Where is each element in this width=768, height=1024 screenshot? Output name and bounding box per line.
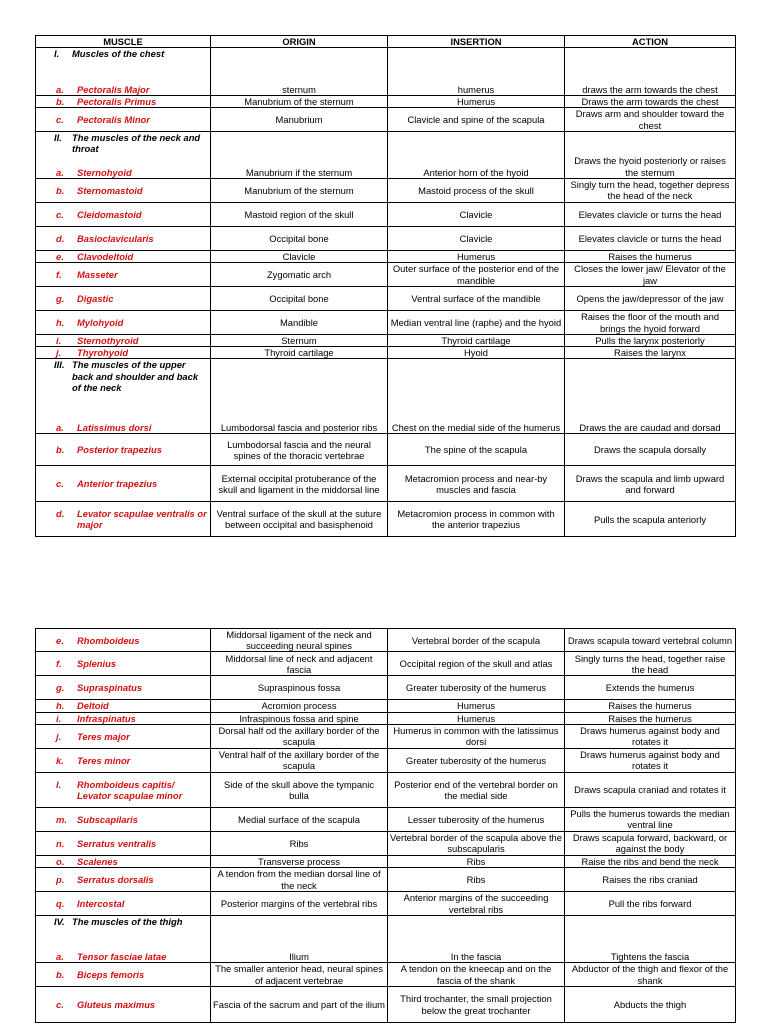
muscle-letter: d. bbox=[56, 232, 65, 244]
muscle-cell bbox=[36, 48, 211, 96]
muscle-name bbox=[38, 317, 208, 328]
origin-cell: Middorsal ligament of the neck and succeeding neural spines bbox=[211, 629, 388, 652]
section-row bbox=[36, 48, 736, 96]
origin-cell: Sternum bbox=[211, 335, 388, 347]
table-row bbox=[36, 178, 736, 202]
muscle-name-text: Anterior trapezius bbox=[77, 478, 158, 490]
insertion-cell: Ribs bbox=[388, 855, 565, 867]
action-cell: Draws the are caudad and dorsad bbox=[565, 359, 736, 434]
muscle-name-text: Thyrohyoid bbox=[77, 347, 129, 359]
header-origin: ORIGIN bbox=[211, 36, 388, 48]
table-header-row bbox=[36, 36, 736, 48]
origin-cell: Dorsal half od the axillary border of the scapula bbox=[211, 724, 388, 748]
action-cell: Draws humerus against body and rotates it bbox=[565, 724, 736, 748]
muscle-name-text: Infraspinatus bbox=[77, 712, 136, 724]
insertion-cell: Outer surface of the posterior end of the mandible bbox=[388, 263, 565, 287]
section-cell-content bbox=[38, 916, 208, 962]
muscle-name bbox=[38, 635, 208, 646]
muscle-cell bbox=[36, 963, 211, 987]
section-title: The muscles of the upper back and shoulder and back of the neck bbox=[72, 359, 199, 393]
table-row bbox=[36, 772, 736, 807]
muscle-cell bbox=[36, 712, 211, 724]
section-cell-content bbox=[38, 132, 208, 178]
muscle-cell bbox=[36, 748, 211, 772]
muscle-cell bbox=[36, 700, 211, 712]
action-cell: Pulls the scapula anteriorly bbox=[565, 502, 736, 537]
muscle-letter: b. bbox=[56, 184, 65, 196]
action-cell: Closes the lower jaw/ Elevator of the jaw bbox=[565, 263, 736, 287]
muscle-cell bbox=[36, 831, 211, 855]
table-body bbox=[36, 48, 736, 537]
table-row bbox=[36, 676, 736, 700]
muscle-letter: e. bbox=[56, 250, 64, 262]
muscle-name-text: Deltoid bbox=[77, 700, 109, 712]
table-row bbox=[36, 807, 736, 831]
section-heading bbox=[38, 916, 208, 927]
insertion-cell: Occipital region of the skull and atlas bbox=[388, 652, 565, 676]
muscle-name bbox=[38, 951, 208, 962]
origin-cell: Occipital bone bbox=[211, 226, 388, 250]
muscle-name bbox=[38, 96, 208, 107]
muscle-letter: f. bbox=[56, 268, 62, 280]
muscle-name bbox=[38, 233, 208, 244]
muscle-name-text: Posterior trapezius bbox=[77, 444, 162, 456]
muscle-name bbox=[38, 779, 208, 801]
origin-cell: Manubrium of the sternum bbox=[211, 96, 388, 108]
table-body bbox=[36, 629, 736, 1023]
muscle-letter: h. bbox=[56, 700, 65, 712]
table-row bbox=[36, 226, 736, 250]
insertion-cell: Hyoid bbox=[388, 347, 565, 359]
insertion-cell: Median ventral line (raphe) and the hyoid bbox=[388, 311, 565, 335]
section-title: The muscles of the thigh bbox=[72, 916, 183, 928]
action-cell: Tightens the fascia bbox=[565, 916, 736, 963]
table-row bbox=[36, 652, 736, 676]
muscle-cell bbox=[36, 202, 211, 226]
muscle-cell bbox=[36, 178, 211, 202]
origin-cell: A tendon from the median dorsal line of the neck bbox=[211, 868, 388, 892]
muscle-name bbox=[38, 335, 208, 346]
muscle-cell bbox=[36, 772, 211, 807]
muscle-cell bbox=[36, 96, 211, 108]
muscle-name-text: Subscapilaris bbox=[77, 813, 138, 825]
muscle-cell bbox=[36, 263, 211, 287]
muscle-name bbox=[38, 814, 208, 825]
muscle-name-text: Biceps femoris bbox=[77, 968, 145, 980]
muscle-cell bbox=[36, 855, 211, 867]
section-number: III. bbox=[54, 359, 65, 371]
origin-cell: Lumbodorsal fascia and posterior ribs bbox=[211, 359, 388, 434]
muscle-name-text: Clavodeltoid bbox=[77, 250, 134, 262]
origin-cell: Infraspinous fossa and spine bbox=[211, 712, 388, 724]
action-cell: draws the arm towards the chest bbox=[565, 48, 736, 96]
muscle-name-text: Masseter bbox=[77, 268, 118, 280]
muscle-cell bbox=[36, 987, 211, 1023]
insertion-cell: Clavicle bbox=[388, 226, 565, 250]
muscle-name-text: Mylohyoid bbox=[77, 316, 124, 328]
action-cell: Raises the ribs craniad bbox=[565, 868, 736, 892]
muscle-letter: i. bbox=[56, 335, 62, 347]
muscle-table-part-1 bbox=[35, 35, 736, 537]
table-row bbox=[36, 250, 736, 262]
origin-cell: Occipital bone bbox=[211, 287, 388, 311]
muscle-cell bbox=[36, 466, 211, 502]
origin-cell: Thyroid cartilage bbox=[211, 347, 388, 359]
muscle-name-text: Serratus dorsalis bbox=[77, 873, 154, 885]
muscle-cell bbox=[36, 226, 211, 250]
muscle-name-text: Pectoralis Minor bbox=[77, 114, 150, 125]
muscle-name bbox=[38, 478, 208, 489]
muscle-cell bbox=[36, 892, 211, 916]
muscle-letter: c. bbox=[56, 998, 64, 1010]
action-cell: Pulls the humerus towards the median ventral line bbox=[565, 807, 736, 831]
header-insertion: INSERTION bbox=[388, 36, 565, 48]
insertion-cell: A tendon on the kneecap and on the fascia of the shank bbox=[388, 963, 565, 987]
muscle-cell bbox=[36, 359, 211, 434]
muscle-letter: j. bbox=[56, 730, 62, 742]
action-cell: Draws the hyoid posteriorly or raises the sternum bbox=[565, 131, 736, 178]
header-muscle: MUSCLE bbox=[36, 36, 211, 48]
section-heading bbox=[38, 132, 208, 154]
muscle-letter: f. bbox=[56, 658, 62, 670]
muscle-name-text: Rhomboideus capitis/ Levator scapulae minor bbox=[77, 778, 183, 801]
muscle-name-text: Serratus ventralis bbox=[77, 837, 157, 849]
table-row bbox=[36, 831, 736, 855]
table-row bbox=[36, 629, 736, 652]
table-row bbox=[36, 96, 736, 108]
origin-cell: Supraspinous fossa bbox=[211, 676, 388, 700]
section-heading bbox=[38, 359, 208, 393]
origin-cell: Mandible bbox=[211, 311, 388, 335]
muscle-name-text: Splenius bbox=[77, 658, 117, 670]
action-cell: Pull the ribs forward bbox=[565, 892, 736, 916]
muscle-name bbox=[38, 347, 208, 358]
origin-cell: Zygomatic arch bbox=[211, 263, 388, 287]
muscle-name bbox=[38, 755, 208, 766]
muscle-name bbox=[38, 713, 208, 724]
muscle-name bbox=[38, 874, 208, 885]
origin-cell: Side of the skull above the tympanic bulla bbox=[211, 772, 388, 807]
table-row bbox=[36, 263, 736, 287]
muscle-letter: g. bbox=[56, 682, 65, 694]
muscle-cell bbox=[36, 724, 211, 748]
muscle-name-text: Gluteus maximus bbox=[77, 998, 156, 1010]
origin-cell: Medial surface of the scapula bbox=[211, 807, 388, 831]
muscle-letter: o. bbox=[56, 855, 65, 867]
section-heading bbox=[38, 48, 208, 59]
insertion-cell: Vertebral border of the scapula bbox=[388, 629, 565, 652]
muscle-cell bbox=[36, 652, 211, 676]
section-row bbox=[36, 131, 736, 178]
insertion-cell: Clavicle bbox=[388, 202, 565, 226]
muscle-name-text: Pectoralis Primus bbox=[77, 96, 157, 108]
section-title: Muscles of the chest bbox=[72, 48, 165, 60]
action-cell: Draws arm and shoulder toward the chest bbox=[565, 108, 736, 131]
origin-cell: Manubrium bbox=[211, 108, 388, 131]
muscle-name-text: Digastic bbox=[77, 292, 114, 304]
muscle-name-text: Intercostal bbox=[77, 897, 125, 909]
muscle-name bbox=[38, 731, 208, 742]
muscle-cell bbox=[36, 250, 211, 262]
muscle-name bbox=[38, 269, 208, 280]
action-cell: Elevates clavicle or turns the head bbox=[565, 226, 736, 250]
table-row bbox=[36, 108, 736, 131]
origin-cell: Lumbodorsal fascia and the neural spines of the thoracic vertebrae bbox=[211, 434, 388, 466]
section-number: I. bbox=[54, 48, 60, 60]
muscle-cell bbox=[36, 287, 211, 311]
muscle-cell bbox=[36, 131, 211, 178]
muscle-name bbox=[38, 999, 208, 1010]
table-row bbox=[36, 987, 736, 1023]
muscle-letter: a. bbox=[56, 166, 64, 178]
muscle-name-text: Basioclavicularis bbox=[77, 232, 154, 244]
origin-cell: sternum bbox=[211, 48, 388, 96]
insertion-cell: Chest on the medial side of the humerus bbox=[388, 359, 565, 434]
origin-cell: Acromion process bbox=[211, 700, 388, 712]
muscle-name bbox=[38, 251, 208, 262]
muscle-cell bbox=[36, 868, 211, 892]
action-cell: Raise the ribs and bend the neck bbox=[565, 855, 736, 867]
table-row bbox=[36, 311, 736, 335]
table-row bbox=[36, 748, 736, 772]
insertion-cell: Metacromion process and near-by muscles and fascia bbox=[388, 466, 565, 502]
origin-cell: The smaller anterior head, neural spines of adjacent vertebrae bbox=[211, 963, 388, 987]
muscle-name bbox=[38, 444, 208, 455]
muscle-name-text: Levator scapulae ventralis or major bbox=[77, 508, 207, 531]
insertion-cell: The spine of the scapula bbox=[388, 434, 565, 466]
muscle-letter: q. bbox=[56, 897, 65, 909]
muscle-name bbox=[38, 969, 208, 980]
action-cell: Draws humerus against body and rotates it bbox=[565, 748, 736, 772]
muscle-cell bbox=[36, 807, 211, 831]
muscle-letter: i. bbox=[56, 712, 62, 724]
insertion-cell: Third trochanter, the small projection below the great trochanter bbox=[388, 987, 565, 1023]
action-cell: Raises the floor of the mouth and brings the hyoid forward bbox=[565, 311, 736, 335]
origin-cell: Ventral surface of the skull at the suture between occipital and basisphenoid bbox=[211, 502, 388, 537]
muscle-letter: m. bbox=[56, 813, 67, 825]
muscle-letter: c. bbox=[56, 114, 64, 125]
section-cell-content bbox=[38, 48, 208, 95]
muscle-letter: e. bbox=[56, 634, 64, 646]
origin-cell: External occipital protuberance of the skull and ligament in the middorsal line bbox=[211, 466, 388, 502]
action-cell: Abductor of the thigh and flexor of the shank bbox=[565, 963, 736, 987]
section-number: IV. bbox=[54, 916, 65, 928]
origin-cell: Fascia of the sacrum and part of the ilium bbox=[211, 987, 388, 1023]
action-cell: Singly turn the head, together depress the head of the neck bbox=[565, 178, 736, 202]
action-cell: Opens the jaw/depressor of the jaw bbox=[565, 287, 736, 311]
insertion-cell: In the fascia bbox=[388, 916, 565, 963]
table-row bbox=[36, 963, 736, 987]
insertion-cell: Humerus bbox=[388, 700, 565, 712]
muscle-name-text: Sternothyroid bbox=[77, 335, 139, 347]
action-cell: Raises the humerus bbox=[565, 250, 736, 262]
table-row bbox=[36, 434, 736, 466]
muscle-cell bbox=[36, 434, 211, 466]
insertion-cell: Anterior horn of the hyoid bbox=[388, 131, 565, 178]
section-row bbox=[36, 916, 736, 963]
muscle-letter: a. bbox=[56, 84, 64, 95]
insertion-cell: Posterior end of the vertebral border on the medial side bbox=[388, 772, 565, 807]
insertion-cell: Ventral surface of the mandible bbox=[388, 287, 565, 311]
muscle-letter: h. bbox=[56, 316, 65, 328]
action-cell: Draws scapula craniad and rotates it bbox=[565, 772, 736, 807]
table-row bbox=[36, 868, 736, 892]
section-cell-content bbox=[38, 359, 208, 433]
action-cell: Draws scapula toward vertebral column bbox=[565, 629, 736, 652]
origin-cell: Mastoid region of the skull bbox=[211, 202, 388, 226]
action-cell: Draws scapula forward, backward, or against the body bbox=[565, 831, 736, 855]
table-row bbox=[36, 347, 736, 359]
table-row bbox=[36, 724, 736, 748]
muscle-letter: k. bbox=[56, 754, 64, 766]
origin-cell: Manubrium if the sternum bbox=[211, 131, 388, 178]
muscle-letter: p. bbox=[56, 873, 65, 885]
action-cell: Singly turns the head, together raise the head bbox=[565, 652, 736, 676]
muscle-name-text: Cleidomastoid bbox=[77, 208, 142, 220]
origin-cell: Manubrium of the sternum bbox=[211, 178, 388, 202]
muscle-letter: c. bbox=[56, 478, 64, 490]
section-number: II. bbox=[54, 131, 62, 143]
muscle-name-text: Scalenes bbox=[77, 855, 118, 867]
table-row bbox=[36, 700, 736, 712]
table-row bbox=[36, 287, 736, 311]
muscle-name-text: Teres major bbox=[77, 730, 130, 742]
muscle-name bbox=[38, 209, 208, 220]
insertion-cell: Greater tuberosity of the humerus bbox=[388, 676, 565, 700]
muscle-cell bbox=[36, 676, 211, 700]
muscle-name bbox=[38, 856, 208, 867]
muscle-letter: c. bbox=[56, 208, 64, 220]
muscle-name bbox=[38, 114, 208, 125]
origin-cell: Posterior margins of the vertebral ribs bbox=[211, 892, 388, 916]
origin-cell: Middorsal line of neck and adjacent fascia bbox=[211, 652, 388, 676]
table-row bbox=[36, 202, 736, 226]
muscle-cell bbox=[36, 108, 211, 131]
insertion-cell: Humerus bbox=[388, 712, 565, 724]
muscle-name bbox=[38, 84, 208, 95]
muscle-name bbox=[38, 167, 208, 178]
muscle-name-text: Teres minor bbox=[77, 754, 131, 766]
insertion-cell: Anterior margins of the succeeding vertebral ribs bbox=[388, 892, 565, 916]
muscle-letter: b. bbox=[56, 444, 65, 456]
muscle-cell bbox=[36, 502, 211, 537]
action-cell: Elevates clavicle or turns the head bbox=[565, 202, 736, 226]
insertion-cell: Thyroid cartilage bbox=[388, 335, 565, 347]
origin-cell: Ribs bbox=[211, 831, 388, 855]
header-action: ACTION bbox=[565, 36, 736, 48]
muscle-cell bbox=[36, 311, 211, 335]
muscle-cell bbox=[36, 629, 211, 652]
insertion-cell: Humerus bbox=[388, 250, 565, 262]
muscle-name bbox=[38, 838, 208, 849]
table-row bbox=[36, 855, 736, 867]
muscle-name-text: Latissimus dorsi bbox=[77, 422, 152, 434]
muscle-letter: b. bbox=[56, 968, 65, 980]
insertion-cell: Ribs bbox=[388, 868, 565, 892]
insertion-cell: Humerus in common with the latissimus dorsi bbox=[388, 724, 565, 748]
muscle-name bbox=[38, 422, 208, 433]
muscle-name bbox=[38, 700, 208, 711]
insertion-cell: Greater tuberosity of the humerus bbox=[388, 748, 565, 772]
muscle-name-text: Supraspinatus bbox=[77, 682, 143, 694]
action-cell: Draws the scapula dorsally bbox=[565, 434, 736, 466]
muscle-name-text: Sternohyoid bbox=[77, 166, 132, 178]
action-cell: Raises the humerus bbox=[565, 700, 736, 712]
muscle-name-text: Sternomastoid bbox=[77, 184, 143, 196]
insertion-cell: Lesser tuberosity of the humerus bbox=[388, 807, 565, 831]
muscle-name-text: Tensor fasciae latae bbox=[77, 950, 167, 962]
muscle-name bbox=[38, 898, 208, 909]
origin-cell: Clavicle bbox=[211, 250, 388, 262]
table-row bbox=[36, 335, 736, 347]
insertion-cell: Clavicle and spine of the scapula bbox=[388, 108, 565, 131]
action-cell: Draws the arm towards the chest bbox=[565, 96, 736, 108]
insertion-cell: humerus bbox=[388, 48, 565, 96]
insertion-cell: Mastoid process of the skull bbox=[388, 178, 565, 202]
muscle-letter: b. bbox=[56, 96, 65, 108]
muscle-cell bbox=[36, 335, 211, 347]
action-cell: Raises the larynx bbox=[565, 347, 736, 359]
muscle-table-part-2 bbox=[35, 628, 736, 1023]
muscle-letter: n. bbox=[56, 837, 65, 849]
muscle-name bbox=[38, 185, 208, 196]
origin-cell: Ventral half of the axillary border of the scapula bbox=[211, 748, 388, 772]
insertion-cell: Metacromion process in common with the anterior trapezius bbox=[388, 502, 565, 537]
muscle-name bbox=[38, 293, 208, 304]
muscle-letter: a. bbox=[56, 950, 64, 962]
table-row bbox=[36, 502, 736, 537]
muscle-name bbox=[38, 508, 208, 530]
action-cell: Draws the scapula and limb upward and forward bbox=[565, 466, 736, 502]
muscle-letter: l. bbox=[56, 778, 62, 790]
muscle-letter: a. bbox=[56, 422, 64, 434]
action-cell: Pulls the larynx posteriorly bbox=[565, 335, 736, 347]
table-row bbox=[36, 712, 736, 724]
section-row bbox=[36, 359, 736, 434]
insertion-cell: Humerus bbox=[388, 96, 565, 108]
action-cell: Extends the humerus bbox=[565, 676, 736, 700]
muscle-letter: j. bbox=[56, 347, 62, 359]
muscle-name bbox=[38, 658, 208, 669]
action-cell: Raises the humerus bbox=[565, 712, 736, 724]
muscle-cell bbox=[36, 916, 211, 963]
section-title: The muscles of the neck and throat bbox=[72, 131, 201, 155]
muscle-name bbox=[38, 682, 208, 693]
muscle-letter: g. bbox=[56, 292, 65, 304]
muscle-letter: d. bbox=[56, 508, 65, 520]
origin-cell: Transverse process bbox=[211, 855, 388, 867]
muscle-cell bbox=[36, 347, 211, 359]
table-row bbox=[36, 466, 736, 502]
table-row bbox=[36, 892, 736, 916]
muscle-name-text: Rhomboideus bbox=[77, 634, 140, 646]
origin-cell: Ilium bbox=[211, 916, 388, 963]
insertion-cell: Vertebral border of the scapula above the subscapularis bbox=[388, 831, 565, 855]
muscle-name-text: Pectoralis Major bbox=[77, 84, 150, 95]
action-cell: Abducts the thigh bbox=[565, 987, 736, 1023]
